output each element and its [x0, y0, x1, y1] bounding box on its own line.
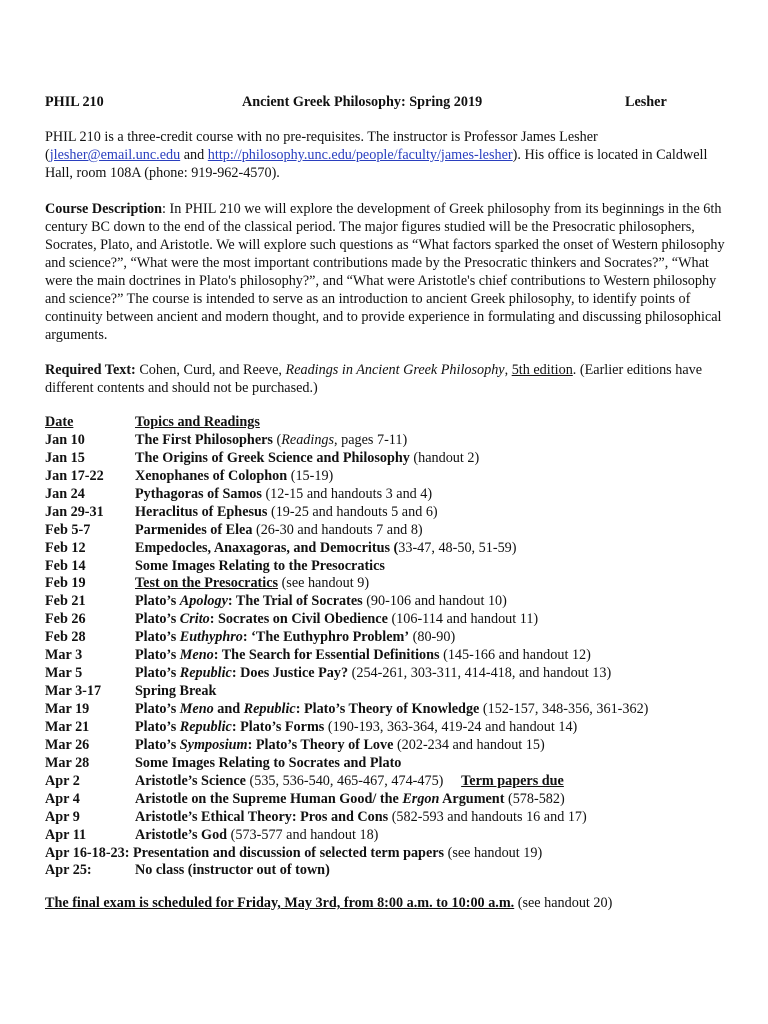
topic-fragment: (90-106 and handout 10): [362, 593, 507, 610]
final-exam-notice: [45, 894, 612, 912]
topic-fragment: No class (instructor out of town): [135, 862, 330, 879]
topic-fragment: Empedocles, Anaxagoras, and Democritus (: [135, 539, 399, 556]
topic-fragment: Republic: [243, 701, 296, 717]
schedule-row: [45, 610, 735, 628]
schedule-row: [45, 485, 735, 503]
schedule-date: Mar 21: [45, 718, 90, 735]
schedule-topic: [135, 790, 565, 808]
schedule-row: [45, 826, 735, 844]
topic-fragment: Meno: [179, 647, 214, 664]
required-text-sep: ,: [504, 362, 512, 378]
schedule-date: Feb 5-7: [45, 521, 91, 538]
instructor-name: Lesher: [625, 94, 667, 110]
schedule-header-row: [45, 413, 735, 431]
schedule-topic: [135, 664, 611, 682]
schedule-topic: [135, 682, 216, 700]
topic-fragment: Republic: [179, 718, 232, 735]
topic-fragment: Plato’s: [135, 701, 180, 717]
schedule-topic: [135, 754, 401, 772]
topic-fragment: Plato’s: [135, 611, 180, 628]
schedule-topic: [135, 826, 378, 844]
schedule-topic: [135, 557, 385, 575]
topic-fragment: Pythagoras of Samos: [135, 485, 262, 502]
topic-fragment: and: [213, 701, 244, 717]
topic-fragment: (202-234 and handout 15): [393, 736, 545, 753]
topic-fragment: Some Images Relating to the Presocratics: [135, 557, 385, 574]
schedule-row: [45, 521, 735, 539]
topic-fragment: Symposium: [179, 736, 248, 753]
topic-fragment: : The Search for Essential Definitions: [213, 647, 440, 664]
topic-fragment: (106-114 and handout 11): [387, 611, 539, 628]
schedule-date: Jan 10: [45, 431, 85, 448]
topic-fragment: Plato’s: [135, 647, 180, 664]
topic-fragment: (12-15 and handouts 3 and 4): [261, 485, 433, 502]
topic-fragment: Aristotle’s Science: [135, 772, 246, 789]
course-description-label: Course Description: [45, 201, 163, 217]
topic-fragment: Plato’s: [135, 629, 180, 646]
topic-fragment: Plato’s: [135, 665, 180, 682]
required-text-note: . (Earlier editions have different contents and should not be purchased.): [45, 362, 703, 396]
schedule-date: Mar 28: [45, 754, 90, 771]
schedule-row: [45, 808, 735, 826]
date-column-header: Date: [45, 414, 74, 430]
schedule-row: [45, 646, 735, 664]
schedule-date: Mar 3: [45, 647, 83, 664]
topic-fragment: Plato’s: [135, 736, 180, 753]
topic-fragment: , pages 7-11): [334, 431, 408, 448]
schedule-topic: [135, 485, 432, 503]
schedule-row: [45, 431, 735, 449]
schedule-date: Mar 3-17: [45, 683, 102, 700]
topic-fragment: (145-166 and handout 12): [439, 647, 591, 664]
schedule-date: Apr 11: [45, 826, 87, 843]
topic-fragment: (80-90): [409, 629, 456, 646]
schedule-row: [45, 790, 735, 808]
topic-fragment: (190-193, 363-364, 419-24 and handout 14): [324, 718, 578, 735]
topic-fragment: Apology: [179, 593, 228, 610]
schedule-row: [45, 718, 735, 736]
required-text: [45, 361, 725, 397]
schedule-row: [45, 736, 735, 754]
schedule-topic: [135, 539, 516, 557]
schedule-rows: [45, 431, 735, 879]
schedule-topic: [135, 431, 407, 449]
schedule-date: Feb 12: [45, 539, 86, 556]
topic-fragment: (26-30 and handouts 7 and 8): [252, 521, 423, 538]
required-book-title: Readings in Ancient Greek Philosophy: [285, 362, 505, 378]
schedule-row: [45, 754, 735, 772]
topic-fragment: Argument: [439, 790, 505, 807]
topic-fragment: (15-19): [287, 467, 334, 484]
schedule-topic: [135, 521, 423, 539]
email-link[interactable]: jlesher@email.unc.edu: [49, 147, 181, 163]
course-description-text: : In PHIL 210 we will explore the development of Greek philosophy from its beginnings in the 6th century BC down to the end of the classical period. The major figures studied will be the Presocratic philosophers, Socrates, Plato, and Aristotle. We will explore such questions as “What factors sparked the onset of Western philosophy and science?”, “What were the most important contributions made by the Presocratic thinkers and Socrates?”, “What were the main doctrines in Plato's philosophy?”, and “What were Aristotle's chief contributions to Western philosophy and science?” The course is intended to serve as an introduction to ancient Greek philosophy, to identify points of continuity between ancient and modern thought, and to provide experience in formulating and discussing philosophical arguments.: [45, 201, 725, 343]
topic-fragment: Readings: [281, 431, 335, 448]
schedule-row: [45, 861, 735, 879]
schedule-row: [45, 700, 735, 718]
schedule-topic: [135, 772, 564, 790]
schedule-topic: [135, 700, 648, 718]
schedule-row: [45, 772, 735, 790]
schedule-date: Apr 25:: [45, 862, 92, 879]
intro-paragraph: [45, 128, 725, 182]
schedule-topic: [135, 592, 507, 610]
required-text-label: Required Text:: [45, 362, 136, 378]
schedule-row: [45, 467, 735, 485]
schedule-topic: [135, 736, 545, 754]
topic-fragment: Term papers due: [461, 772, 564, 789]
topic-fragment: Aristotle’s Ethical Theory: Pros and Cons: [135, 808, 389, 825]
topic-fragment: Ergon: [402, 790, 440, 807]
schedule-topic: [135, 467, 333, 485]
schedule-date: Jan 17-22: [45, 467, 104, 484]
schedule-date: Jan 24: [45, 485, 85, 502]
topic-fragment: (handout 2): [409, 449, 480, 466]
intro-and: and: [180, 147, 208, 163]
topic-fragment: (582-593 and handouts 16 and 17): [388, 808, 587, 825]
schedule-date: Feb 19: [45, 575, 86, 592]
schedule-date: Jan 15: [45, 449, 85, 466]
topic-fragment: Xenophanes of Colophon: [135, 467, 288, 484]
schedule-date: Feb 26: [45, 611, 86, 628]
topic-fragment: : Plato’s Forms: [231, 718, 325, 735]
topic-fragment: Republic: [179, 665, 232, 682]
topic-fragment: : ‘The Euthyphro Problem’: [242, 629, 410, 646]
intro-text: PHIL 210 is a three-credit course with no pre-requisites. The instructor is Professor James Lesher: [45, 129, 598, 145]
topic-fragment: : Socrates on Civil Obedience: [209, 611, 388, 628]
topic-fragment: Aristotle’s God: [135, 826, 228, 843]
topic-fragment: Meno: [179, 701, 214, 717]
schedule-topic: [135, 449, 479, 467]
document-header: [45, 93, 725, 113]
required-book-edition: 5th edition: [511, 362, 573, 378]
topic-fragment: 33-47, 48-50, 51-59): [398, 539, 517, 556]
topic-fragment: (see handout 9): [278, 575, 370, 592]
topic-fragment: : Plato’s Theory of Love: [247, 736, 394, 753]
topic-fragment: (535, 536-540, 465-467, 474-475): [245, 772, 462, 789]
topic-fragment: (578-582): [504, 790, 565, 807]
required-text-authors: Cohen, Curd, and Reeve,: [135, 362, 286, 378]
schedule-topic: [135, 861, 330, 879]
schedule-topic: [135, 646, 591, 664]
topic-fragment: Test on the Presocratics: [135, 575, 279, 592]
schedule-row: [45, 592, 735, 610]
schedule-row: [45, 628, 735, 646]
topic-fragment: Heraclitus of Ephesus: [135, 503, 268, 520]
office-location-text: ). His office is located in Caldwell Hall, room 108A (phone: 919-962-4570).: [45, 147, 708, 181]
topic-fragment: : The Trial of Socrates: [227, 593, 363, 610]
topic-fragment: Some Images Relating to Socrates and Plato: [135, 754, 402, 771]
schedule-topic: [135, 610, 538, 628]
topic-fragment: The Origins of Greek Science and Philosophy: [135, 449, 410, 466]
topic-fragment: Plato’s: [135, 593, 180, 610]
topic-fragment: (19-25 and handouts 5 and 6): [267, 503, 438, 520]
topic-fragment: (see handout 19): [444, 844, 543, 861]
topic-fragment: The First Philosophers: [135, 431, 273, 448]
schedule-topic: [135, 718, 577, 736]
topic-fragment: Apr 16-18-23: Presentation and discussion of selected term papers: [45, 844, 445, 861]
schedule-date: Jan 29-31: [45, 503, 104, 520]
final-exam-text: The final exam is scheduled for Friday, May 3rd, from 8:00 a.m. to 10:00 a.m.: [45, 895, 515, 911]
schedule-row: [45, 844, 735, 862]
topic-fragment: Euthyphro: [179, 629, 243, 646]
topics-column-header: Topics and Readings: [135, 414, 260, 430]
schedule-topic: [135, 628, 455, 646]
course-description: [45, 200, 725, 344]
schedule-date: Apr 9: [45, 808, 80, 825]
schedule-topic: [135, 808, 587, 826]
topic-fragment: Plato’s: [135, 718, 180, 735]
schedule-row: [45, 539, 735, 557]
schedule-row: [45, 557, 735, 575]
topic-fragment: : Plato’s Theory of Knowledge: [295, 701, 480, 717]
topic-fragment: (254-261, 303-311, 414-418, and handout 13): [348, 665, 612, 682]
topic-fragment: Crito: [179, 611, 210, 628]
schedule-row: [45, 682, 735, 700]
intro-paren: (: [45, 147, 50, 163]
topic-fragment: Spring Break: [135, 683, 217, 700]
schedule-date: Mar 19: [45, 701, 90, 717]
schedule-topic: [135, 503, 438, 521]
schedule-date: Feb 28: [45, 629, 86, 646]
final-exam-note: (see handout 20): [514, 895, 613, 911]
topic-fragment: (152-157, 348-356, 361-362): [479, 701, 649, 717]
schedule-topic: [135, 574, 369, 592]
faculty-page-link[interactable]: http://philosophy.unc.edu/people/faculty/james-lesher: [207, 147, 513, 163]
topic-fragment: : Does Justice Pay?: [231, 665, 349, 682]
schedule-date: Feb 14: [45, 557, 86, 574]
schedule-date: Mar 26: [45, 736, 90, 753]
schedule-date: Apr 2: [45, 772, 80, 789]
course-code: PHIL 210: [45, 94, 104, 110]
course-title: Ancient Greek Philosophy: Spring 2019: [242, 94, 483, 110]
schedule-date: Feb 21: [45, 593, 86, 610]
topic-fragment: Aristotle on the Supreme Human Good/ the: [135, 790, 403, 807]
schedule-row: [45, 449, 735, 467]
topic-fragment: (573-577 and handout 18): [227, 826, 379, 843]
schedule-row: [45, 574, 735, 592]
schedule-date: Mar 5: [45, 665, 83, 682]
topic-fragment: Parmenides of Elea: [135, 521, 253, 538]
schedule-row: [45, 503, 735, 521]
schedule-topic: [45, 844, 542, 862]
schedule-row: [45, 664, 735, 682]
schedule-date: Apr 4: [45, 790, 80, 807]
topic-fragment: (: [272, 431, 282, 448]
schedule-table: [45, 413, 735, 879]
